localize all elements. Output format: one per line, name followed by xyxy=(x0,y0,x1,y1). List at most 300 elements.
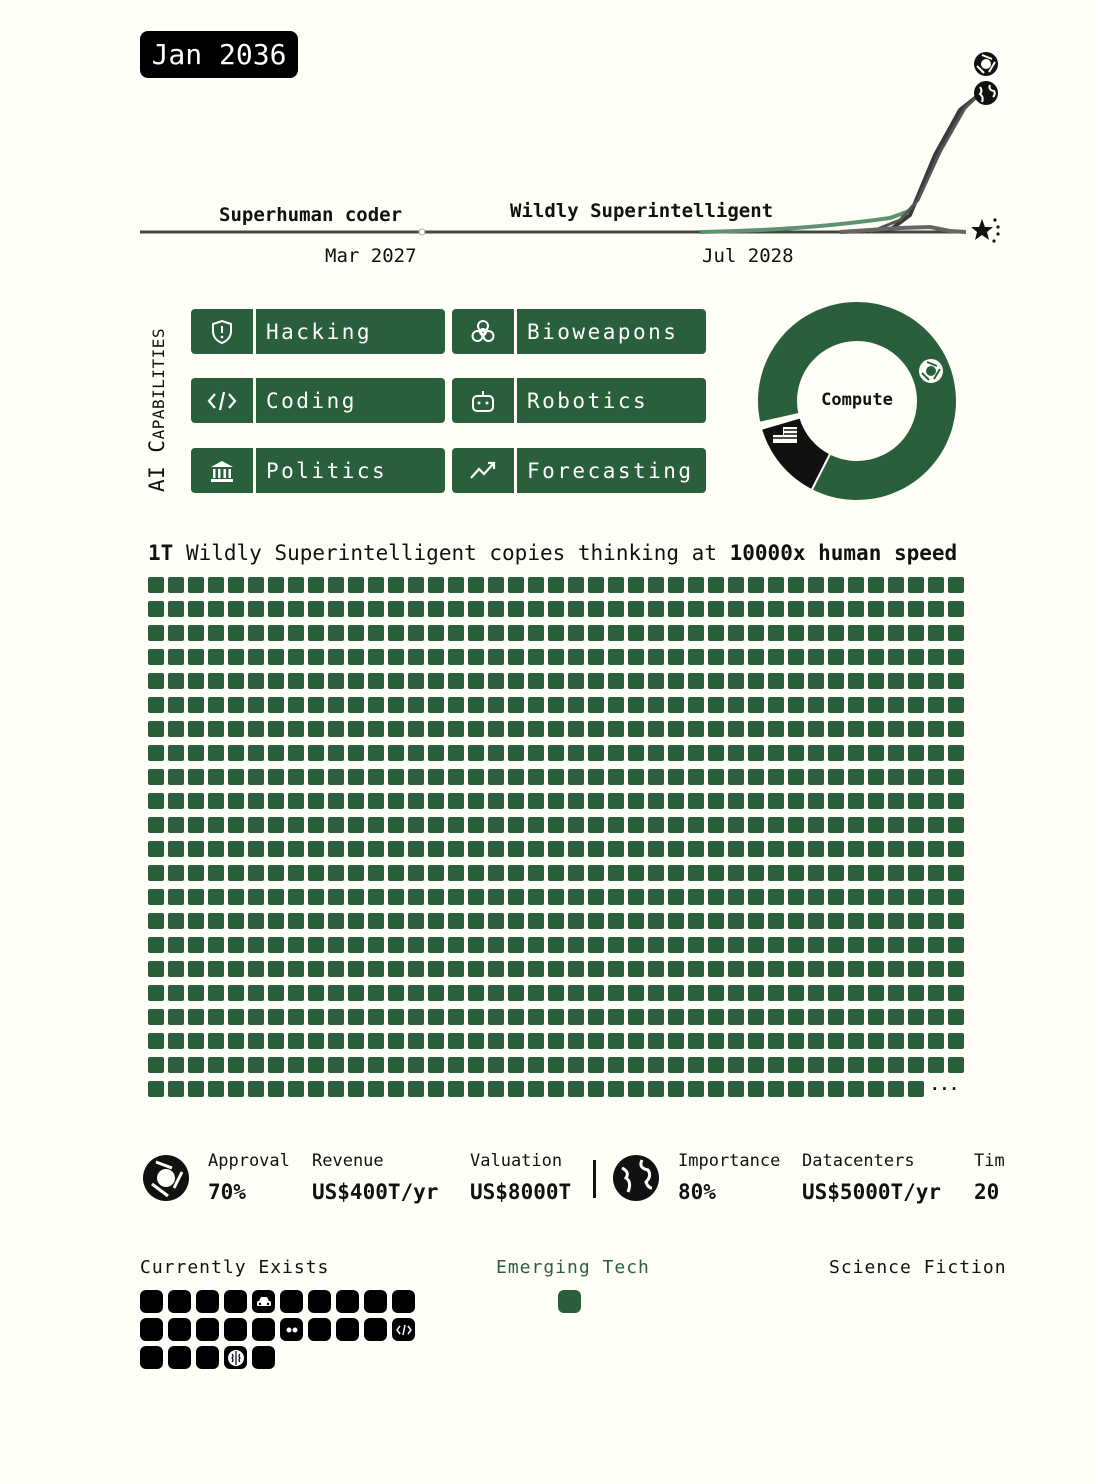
copy-square xyxy=(708,865,724,881)
tech-square xyxy=(308,1290,331,1313)
copy-square xyxy=(468,817,484,833)
copy-square xyxy=(888,889,904,905)
copy-square xyxy=(408,817,424,833)
copy-square xyxy=(188,793,204,809)
copy-square xyxy=(368,697,384,713)
copy-square xyxy=(948,985,964,1001)
copy-square xyxy=(588,1009,604,1025)
copy-square xyxy=(828,745,844,761)
copy-square xyxy=(888,1081,904,1097)
copy-square xyxy=(168,841,184,857)
copy-square xyxy=(508,577,524,593)
copy-square xyxy=(148,793,164,809)
copy-square xyxy=(948,601,964,617)
copy-square xyxy=(448,625,464,641)
copy-square xyxy=(508,961,524,977)
copy-square xyxy=(368,577,384,593)
copy-square xyxy=(728,601,744,617)
copy-square xyxy=(588,649,604,665)
copy-square xyxy=(508,625,524,641)
stat-value: 20 xyxy=(974,1180,1000,1204)
copy-square xyxy=(768,985,784,1001)
copy-square xyxy=(508,697,524,713)
copy-square xyxy=(768,865,784,881)
copy-square xyxy=(868,1057,884,1073)
copy-square xyxy=(808,1009,824,1025)
copy-square xyxy=(168,1009,184,1025)
copy-square xyxy=(148,649,164,665)
copy-square xyxy=(188,697,204,713)
copy-square xyxy=(388,1033,404,1049)
timeline-marker xyxy=(419,229,425,235)
copy-square xyxy=(868,1081,884,1097)
copy-square xyxy=(628,961,644,977)
copy-square xyxy=(308,697,324,713)
copy-square xyxy=(288,601,304,617)
copy-square xyxy=(668,1033,684,1049)
copy-square xyxy=(488,1057,504,1073)
copy-square xyxy=(848,937,864,953)
copy-square xyxy=(868,985,884,1001)
copy-square xyxy=(828,1057,844,1073)
copy-square xyxy=(788,625,804,641)
copy-square xyxy=(848,1057,864,1073)
copy-square xyxy=(808,1081,824,1097)
copy-square xyxy=(908,793,924,809)
copy-square xyxy=(388,601,404,617)
globe-icon xyxy=(612,1154,660,1206)
copy-square xyxy=(488,1033,504,1049)
copy-square xyxy=(348,577,364,593)
copy-square xyxy=(168,721,184,737)
copy-square xyxy=(928,1033,944,1049)
copy-square xyxy=(888,841,904,857)
copy-square xyxy=(648,913,664,929)
copy-square xyxy=(228,961,244,977)
copy-square xyxy=(288,625,304,641)
copy-square xyxy=(848,673,864,689)
copy-square xyxy=(628,721,644,737)
copy-square xyxy=(828,913,844,929)
copy-square xyxy=(308,769,324,785)
copy-square xyxy=(448,817,464,833)
copy-square xyxy=(228,1009,244,1025)
copy-square xyxy=(688,1033,704,1049)
copy-square xyxy=(408,697,424,713)
copy-square xyxy=(808,577,824,593)
copy-square xyxy=(148,1081,164,1097)
copy-square xyxy=(908,889,924,905)
copy-square xyxy=(368,721,384,737)
copy-square xyxy=(148,817,164,833)
copy-square xyxy=(608,817,624,833)
copy-square xyxy=(668,985,684,1001)
copy-square xyxy=(388,649,404,665)
copy-square xyxy=(208,889,224,905)
copy-square xyxy=(508,1033,524,1049)
copy-square xyxy=(648,1033,664,1049)
copy-square xyxy=(808,649,824,665)
copy-square xyxy=(808,913,824,929)
copy-square xyxy=(668,961,684,977)
copy-square xyxy=(648,793,664,809)
copy-square xyxy=(508,673,524,689)
tech-square xyxy=(336,1290,359,1313)
copy-square xyxy=(568,817,584,833)
copy-square xyxy=(508,601,524,617)
copy-square xyxy=(168,793,184,809)
copy-square xyxy=(528,889,544,905)
copy-square xyxy=(888,649,904,665)
copy-square xyxy=(948,1057,964,1073)
copy-square xyxy=(848,865,864,881)
copy-square xyxy=(188,649,204,665)
copy-square xyxy=(528,841,544,857)
copy-square xyxy=(468,577,484,593)
copy-square xyxy=(868,961,884,977)
brain-icon xyxy=(224,1346,247,1369)
copy-square xyxy=(328,1057,344,1073)
copy-square xyxy=(928,817,944,833)
copy-square xyxy=(348,601,364,617)
copy-square xyxy=(308,865,324,881)
copy-square xyxy=(608,889,624,905)
copy-square xyxy=(788,985,804,1001)
copy-square xyxy=(248,865,264,881)
capabilities-title-text: AI CAPABILITIES xyxy=(145,327,169,492)
copy-square xyxy=(748,721,764,737)
copy-square xyxy=(868,577,884,593)
copy-square xyxy=(908,817,924,833)
copy-square xyxy=(788,913,804,929)
copy-square xyxy=(928,745,944,761)
copy-square xyxy=(368,889,384,905)
copy-square xyxy=(368,841,384,857)
copy-square xyxy=(808,841,824,857)
copy-square xyxy=(508,649,524,665)
capability-politics[interactable] xyxy=(191,448,445,493)
copy-square xyxy=(488,841,504,857)
copy-square xyxy=(448,1081,464,1097)
copy-square xyxy=(868,745,884,761)
copy-square xyxy=(188,1033,204,1049)
copy-square xyxy=(728,769,744,785)
copy-square xyxy=(848,601,864,617)
copy-square xyxy=(828,865,844,881)
copy-square xyxy=(708,697,724,713)
copy-square xyxy=(908,961,924,977)
copy-square xyxy=(708,673,724,689)
copy-square xyxy=(208,697,224,713)
copy-square xyxy=(208,817,224,833)
copy-square xyxy=(268,937,284,953)
shield-alert-icon xyxy=(191,309,256,354)
copy-square xyxy=(368,649,384,665)
copy-square xyxy=(908,841,924,857)
copy-square xyxy=(348,1033,364,1049)
tech-square xyxy=(224,1318,247,1341)
copy-square xyxy=(748,745,764,761)
copy-square xyxy=(768,769,784,785)
copy-square xyxy=(268,1033,284,1049)
copy-square xyxy=(508,817,524,833)
copy-square xyxy=(248,625,264,641)
copy-square xyxy=(748,1081,764,1097)
copy-square xyxy=(588,913,604,929)
copy-square xyxy=(568,913,584,929)
copy-square xyxy=(528,601,544,617)
copy-square xyxy=(888,793,904,809)
copy-square xyxy=(268,625,284,641)
copy-square xyxy=(348,697,364,713)
copy-square xyxy=(688,721,704,737)
copy-square xyxy=(888,625,904,641)
copy-square xyxy=(748,865,764,881)
copy-square xyxy=(828,649,844,665)
copy-square xyxy=(408,841,424,857)
copy-square xyxy=(628,1081,644,1097)
copy-square xyxy=(688,913,704,929)
copy-square xyxy=(168,745,184,761)
capability-coding[interactable] xyxy=(191,378,445,423)
tech-square xyxy=(364,1318,387,1341)
copy-square xyxy=(608,913,624,929)
copy-square xyxy=(768,1057,784,1073)
copy-square xyxy=(648,1057,664,1073)
copy-square xyxy=(208,577,224,593)
copy-square xyxy=(648,1009,664,1025)
copy-square xyxy=(248,601,264,617)
copy-square xyxy=(448,601,464,617)
copies-summary xyxy=(148,541,957,565)
copy-square xyxy=(868,649,884,665)
copy-square xyxy=(168,817,184,833)
copy-square xyxy=(488,601,504,617)
copy-square xyxy=(808,745,824,761)
capability-bioweapons[interactable] xyxy=(452,309,706,354)
copy-square xyxy=(528,793,544,809)
copy-square xyxy=(608,697,624,713)
copy-square xyxy=(648,985,664,1001)
copy-square xyxy=(188,841,204,857)
copy-square xyxy=(148,913,164,929)
tech-square xyxy=(280,1290,303,1313)
copy-square xyxy=(468,937,484,953)
copy-square xyxy=(528,745,544,761)
copy-square xyxy=(588,841,604,857)
copy-square xyxy=(308,1057,324,1073)
copy-square xyxy=(428,793,444,809)
copy-square xyxy=(888,913,904,929)
copy-square xyxy=(288,841,304,857)
copy-square xyxy=(528,1081,544,1097)
capability-forecasting[interactable] xyxy=(452,448,706,493)
copy-square xyxy=(728,577,744,593)
copy-square xyxy=(448,889,464,905)
copy-square xyxy=(388,937,404,953)
copy-square xyxy=(548,985,564,1001)
copy-square xyxy=(708,625,724,641)
copy-square xyxy=(888,745,904,761)
copy-square xyxy=(628,817,644,833)
copy-square xyxy=(388,673,404,689)
tech-square xyxy=(168,1346,191,1369)
copy-square xyxy=(448,697,464,713)
copy-square xyxy=(428,697,444,713)
copy-square xyxy=(448,937,464,953)
copy-square xyxy=(448,961,464,977)
copy-square xyxy=(808,1033,824,1049)
copy-square xyxy=(328,1009,344,1025)
copy-square xyxy=(328,841,344,857)
copy-square xyxy=(828,793,844,809)
copy-square xyxy=(748,625,764,641)
copy-square xyxy=(368,769,384,785)
copy-square xyxy=(148,697,164,713)
copy-square xyxy=(288,913,304,929)
copy-square xyxy=(768,601,784,617)
copy-square xyxy=(428,769,444,785)
trend-chart-icon xyxy=(452,448,517,493)
copy-square xyxy=(768,1033,784,1049)
copy-square xyxy=(788,673,804,689)
copy-square xyxy=(608,577,624,593)
copy-square xyxy=(928,793,944,809)
copy-square xyxy=(528,625,544,641)
copy-square xyxy=(648,817,664,833)
copy-square xyxy=(308,1081,324,1097)
copy-square xyxy=(348,817,364,833)
copy-square xyxy=(768,889,784,905)
copy-square xyxy=(548,817,564,833)
biohazard-icon xyxy=(452,309,517,354)
copy-square xyxy=(548,937,564,953)
copy-square xyxy=(828,937,844,953)
copy-square xyxy=(828,721,844,737)
copy-square xyxy=(208,1033,224,1049)
copy-square xyxy=(788,1009,804,1025)
copy-square xyxy=(548,649,564,665)
copy-square xyxy=(908,865,924,881)
copy-square xyxy=(588,1033,604,1049)
copy-square xyxy=(268,817,284,833)
copy-square xyxy=(528,1009,544,1025)
copy-square xyxy=(248,793,264,809)
copy-square xyxy=(308,1033,324,1049)
copy-square xyxy=(228,1081,244,1097)
copy-square xyxy=(468,745,484,761)
copy-square xyxy=(548,865,564,881)
copy-square xyxy=(508,1081,524,1097)
copy-square xyxy=(668,673,684,689)
copy-square xyxy=(748,889,764,905)
copy-square xyxy=(528,769,544,785)
copy-square xyxy=(428,745,444,761)
copy-square xyxy=(848,745,864,761)
copy-square xyxy=(828,625,844,641)
copy-square xyxy=(228,889,244,905)
copy-square xyxy=(648,625,664,641)
copy-square xyxy=(168,601,184,617)
copy-square xyxy=(388,841,404,857)
copy-square xyxy=(628,1033,644,1049)
copy-square xyxy=(548,793,564,809)
copy-square xyxy=(828,577,844,593)
capability-robotics[interactable] xyxy=(452,378,706,423)
copy-square xyxy=(168,865,184,881)
copy-square xyxy=(188,625,204,641)
copy-square xyxy=(568,1033,584,1049)
copy-square xyxy=(308,841,324,857)
copies-speed: 10000x human speed xyxy=(729,541,958,565)
copy-square xyxy=(168,961,184,977)
copy-square xyxy=(308,937,324,953)
copy-square xyxy=(828,769,844,785)
capability-hacking[interactable] xyxy=(191,309,445,354)
copy-square xyxy=(868,937,884,953)
copy-square xyxy=(768,721,784,737)
copy-square xyxy=(868,673,884,689)
copy-square xyxy=(728,625,744,641)
copy-square xyxy=(468,913,484,929)
copy-square xyxy=(808,697,824,713)
copy-square xyxy=(528,913,544,929)
tech-square xyxy=(392,1290,415,1313)
copy-square xyxy=(328,577,344,593)
copy-square xyxy=(328,889,344,905)
copy-square xyxy=(168,1057,184,1073)
copy-square xyxy=(388,793,404,809)
copy-square xyxy=(848,961,864,977)
compute-label: Compute xyxy=(821,390,893,410)
copy-square xyxy=(668,745,684,761)
copy-square xyxy=(148,865,164,881)
copy-square xyxy=(428,841,444,857)
copy-square xyxy=(548,1033,564,1049)
tech-square xyxy=(168,1290,191,1313)
copy-square xyxy=(408,865,424,881)
copy-square xyxy=(608,625,624,641)
copy-square xyxy=(368,1033,384,1049)
copy-square xyxy=(528,937,544,953)
copy-square xyxy=(188,961,204,977)
stat-value: 80% xyxy=(678,1180,716,1204)
copy-square xyxy=(848,769,864,785)
copy-square xyxy=(308,985,324,1001)
copy-square xyxy=(948,841,964,857)
copy-square xyxy=(268,697,284,713)
stat-value: US$8000T xyxy=(470,1180,572,1204)
copy-square xyxy=(168,625,184,641)
copy-square xyxy=(648,649,664,665)
tech-square xyxy=(336,1318,359,1341)
copy-square xyxy=(608,961,624,977)
stat-value: US$400T/yr xyxy=(312,1180,439,1204)
copy-square xyxy=(328,769,344,785)
copy-square xyxy=(208,625,224,641)
copy-square xyxy=(548,721,564,737)
copy-square xyxy=(148,961,164,977)
copy-square xyxy=(548,1057,564,1073)
copy-square xyxy=(928,1009,944,1025)
copy-square xyxy=(668,937,684,953)
copy-square xyxy=(308,793,324,809)
copy-square xyxy=(388,865,404,881)
copy-square xyxy=(868,721,884,737)
copy-square xyxy=(408,577,424,593)
copy-square xyxy=(368,985,384,1001)
copy-square xyxy=(808,817,824,833)
